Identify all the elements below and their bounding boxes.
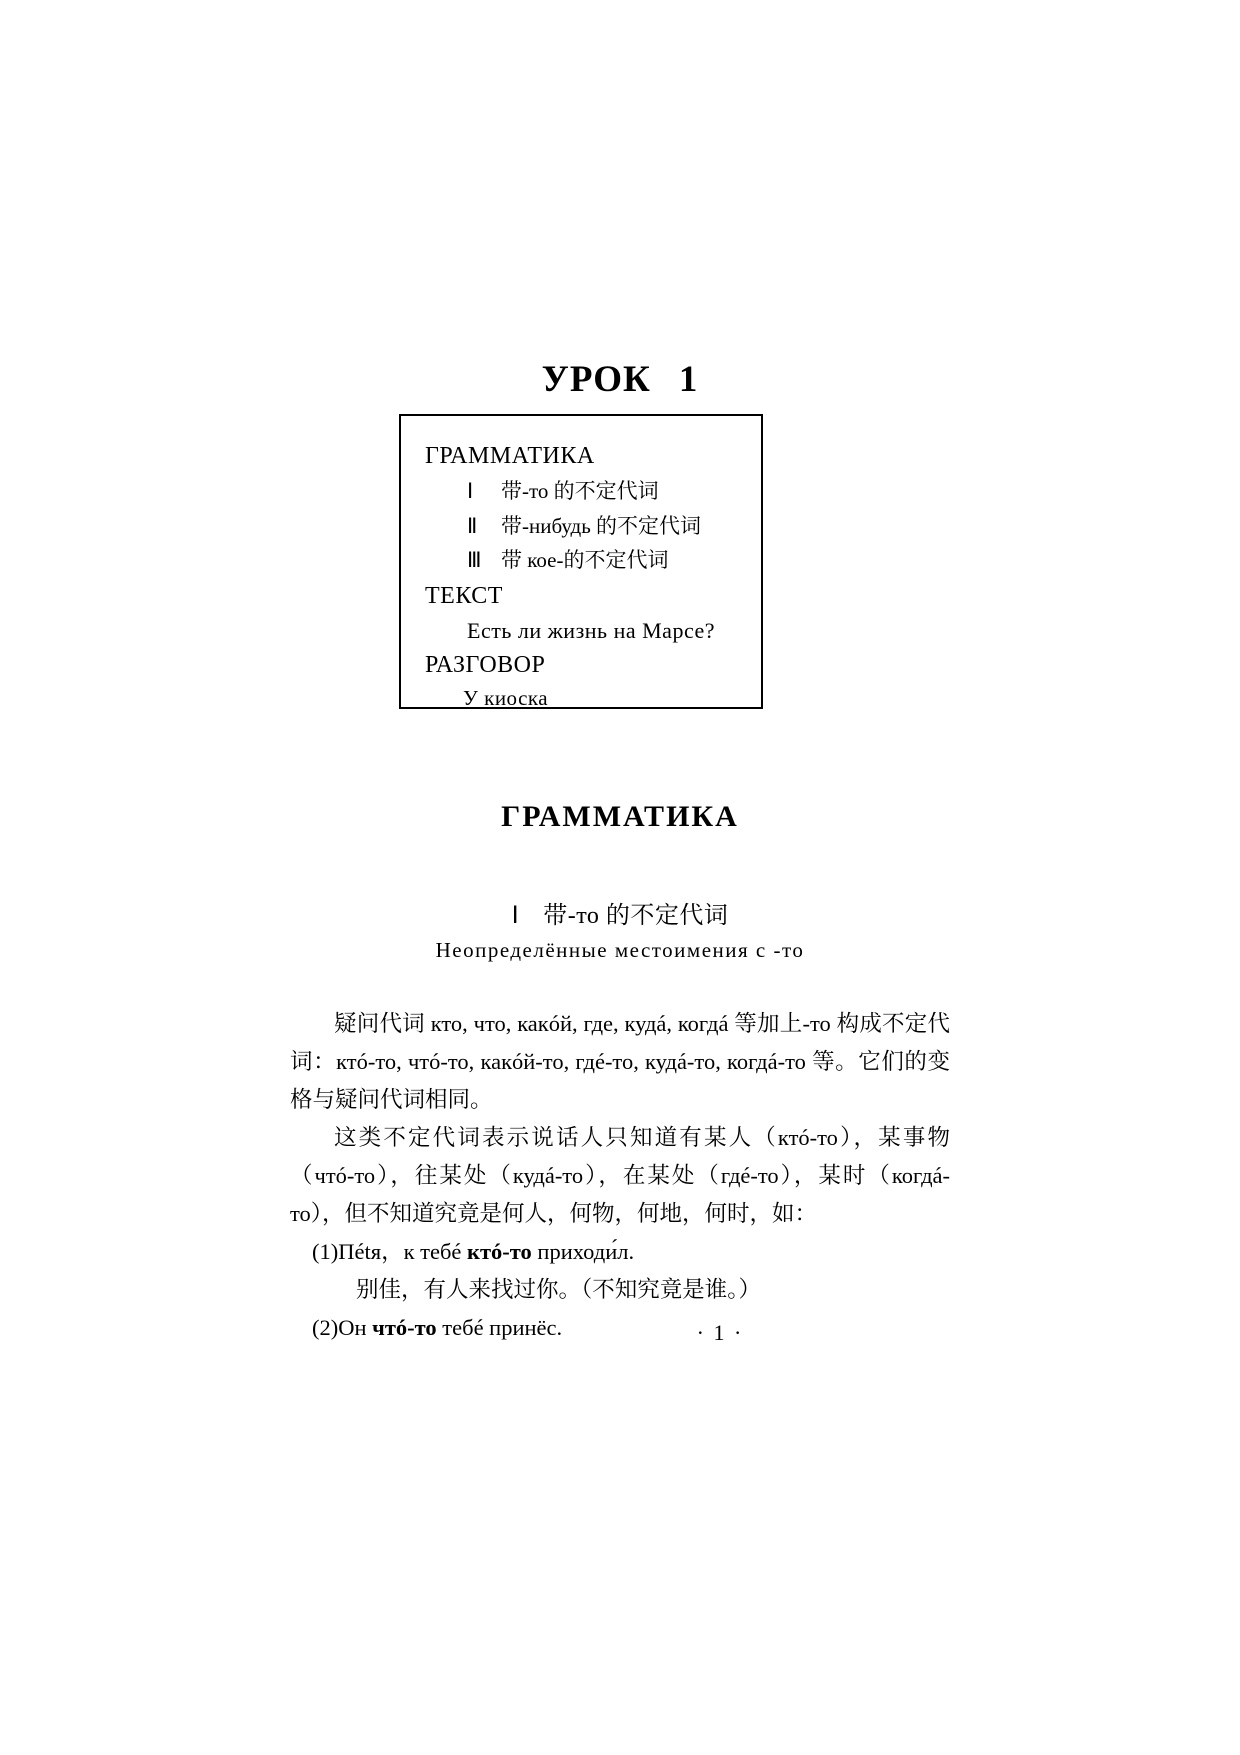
example-line	[290, 1233, 950, 1271]
example-pre: Пétя，к тебé	[338, 1239, 468, 1264]
table-of-contents-box	[399, 414, 763, 709]
example-post: приходи́л.	[531, 1239, 635, 1264]
rule-heading-text: 带-то 的不定代词	[543, 903, 729, 929]
toc-text-heading: ТЕКСТ	[425, 582, 503, 609]
rule-roman-numeral: Ⅰ	[511, 903, 520, 929]
example-post: тебé принёс.	[436, 1315, 563, 1340]
paragraph: 疑问代词 кто, что, какóй, где, кудá, когдá 等加上-то 构成不定代词：ктó-то, чтó-то, какóй-то, гдé-то, кудá-то, когдá-то 等。它们的变格与疑问代词相同。	[290, 1011, 950, 1112]
example-translation: 别佳，有人来找过你。（不知究竟是谁。）	[356, 1277, 762, 1302]
page-title	[0, 358, 1240, 401]
toc-grammar-item	[467, 509, 761, 544]
toc-grammar-item-text: 带-нибудь 的不定代词	[501, 513, 702, 538]
toc-grammar-heading: ГРАММАТИКА	[425, 443, 595, 469]
section-title: ГРАММАТИКА	[501, 800, 739, 833]
toc-grammar-item-text: 带 кое-的不定代词	[501, 548, 669, 573]
toc-text-item: Есть ли жизнь на Марсе?	[467, 617, 715, 643]
rule-heading	[0, 895, 1240, 930]
paragraph: 这类不定代词表示说话人只知道有某人（ктó-то），某事物（чтó-то），往某处（кудá-то），在某处（гдé-то），某时（когдá-то），但不知道究竟是何人，何物，何地，何时，如：	[290, 1125, 950, 1226]
lesson-number: 1	[678, 359, 699, 400]
rule-subheading: Неопределённые местоимения с -то	[435, 938, 805, 962]
toc-grammar-item	[467, 474, 761, 509]
example-number: (2)	[312, 1315, 339, 1340]
roman-numeral-1: Ⅰ	[467, 479, 474, 503]
lesson-label: УРОК	[541, 359, 651, 400]
example-number: (1)	[312, 1239, 339, 1264]
page-number	[0, 1320, 1240, 1346]
page-number-value: · 1 ·	[696, 1320, 744, 1345]
example-pre: Он	[338, 1315, 373, 1340]
toc-grammar-item-text: 带-то 的不定代词	[501, 479, 659, 503]
roman-numeral-3: Ⅲ	[467, 548, 482, 573]
toc-dialog-heading: РАЗГОВОР	[425, 651, 546, 678]
body-text	[290, 1005, 950, 1347]
roman-numeral-2: Ⅱ	[467, 513, 478, 538]
example-bold-term: ктó-то	[467, 1239, 532, 1264]
example-bold-term: чтó-то	[372, 1315, 437, 1340]
toc-grammar-item	[467, 543, 761, 578]
toc-dialog-item: У киоска	[463, 685, 549, 710]
